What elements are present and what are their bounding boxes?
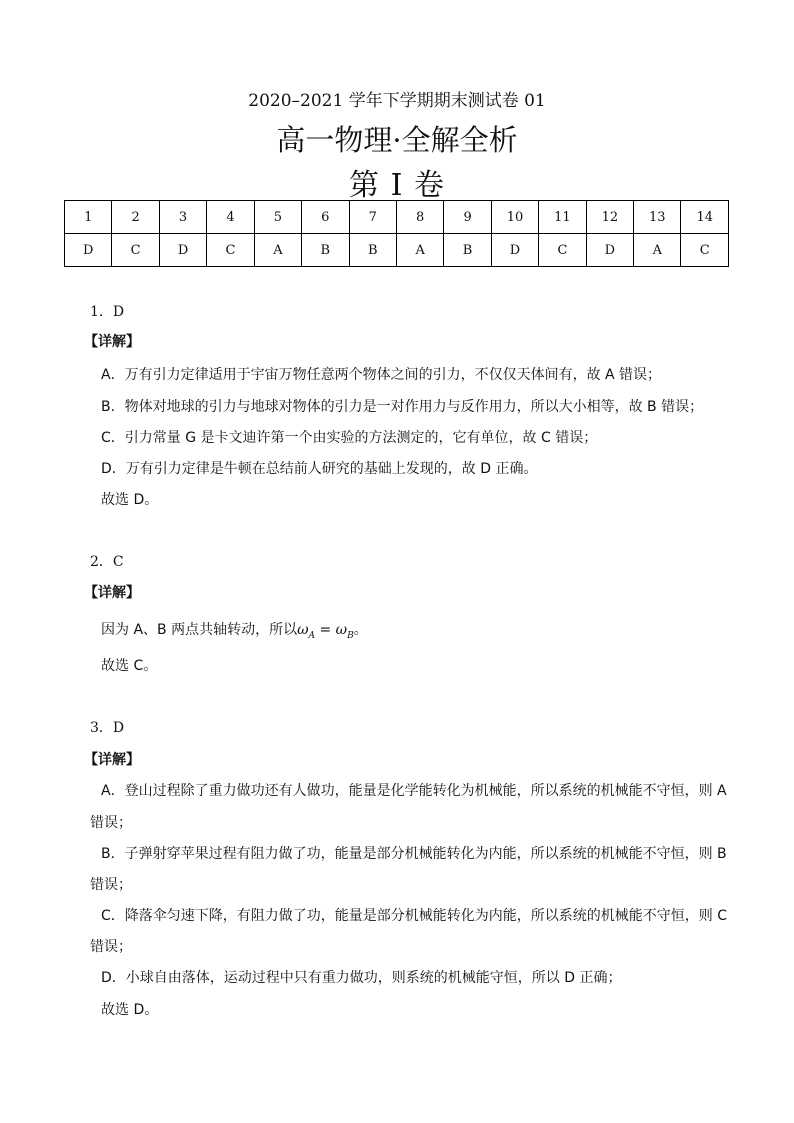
answer-cell: C bbox=[539, 234, 586, 267]
question-3-line: 故选 D。 bbox=[101, 1002, 159, 1018]
question-number-cell: 6 bbox=[302, 201, 349, 234]
question-1-line: B．物体对地球的引力与地球对物体的引力是一对作用力与反作用力，所以大小相等，故 B 错误； bbox=[101, 399, 704, 415]
question-2-detail-label: 【详解】 bbox=[84, 585, 140, 601]
question-number-cell: 10 bbox=[491, 201, 538, 234]
question-2-line-text: 因为 A、B 两点共轴转动，所以 bbox=[101, 622, 298, 638]
question-3-detail-label: 【详解】 bbox=[84, 752, 140, 768]
formula-lhs: ω bbox=[297, 622, 309, 638]
question-number-cell: 7 bbox=[349, 201, 396, 234]
question-number-cell: 3 bbox=[159, 201, 206, 234]
formula-eq: = bbox=[315, 622, 336, 638]
question-number-cell: 12 bbox=[586, 201, 633, 234]
answer-cell: C bbox=[681, 234, 729, 267]
question-1-line: D．万有引力定律是牛顿在总结前人研究的基础上发现的，故 D 正确。 bbox=[101, 461, 538, 477]
answer-cell: A bbox=[396, 234, 443, 267]
answer-key-table bbox=[64, 200, 729, 267]
question-3-line: 错误； bbox=[90, 815, 132, 831]
subject-title: 高一物理·全解全析 bbox=[276, 123, 518, 157]
question-3-line: 错误； bbox=[90, 877, 132, 893]
question-number-cell: 11 bbox=[539, 201, 586, 234]
answer-row bbox=[65, 234, 729, 267]
answer-cell: B bbox=[302, 234, 349, 267]
answer-cell: B bbox=[444, 234, 491, 267]
question-1-detail-label: 【详解】 bbox=[84, 334, 140, 350]
question-number-cell: 5 bbox=[254, 201, 301, 234]
answer-cell: D bbox=[586, 234, 633, 267]
question-number-cell: 4 bbox=[207, 201, 254, 234]
question-number-cell: 1 bbox=[65, 201, 112, 234]
answer-cell: C bbox=[207, 234, 254, 267]
answer-cell: D bbox=[65, 234, 112, 267]
question-3-line: 错误； bbox=[90, 939, 132, 955]
answer-cell: B bbox=[349, 234, 396, 267]
question-2-line: 故选 C。 bbox=[101, 658, 158, 674]
question-number-cell: 9 bbox=[444, 201, 491, 234]
formula-rhs-sub: B bbox=[347, 630, 354, 641]
answer-cell: C bbox=[112, 234, 159, 267]
question-3-line: A．登山过程除了重力做功还有人做功，能量是化学能转化为机械能，所以系统的机械能不守恒，则 A bbox=[101, 783, 727, 799]
section-title: 第 I 卷 bbox=[349, 168, 445, 203]
question-number-cell: 14 bbox=[681, 201, 729, 234]
question-3-line: C．降落伞匀速下降，有阻力做了功，能量是部分机械能转化为内能，所以系统的机械能不守恒，则 C bbox=[101, 908, 727, 924]
question-2-line bbox=[101, 621, 368, 645]
question-number-row bbox=[65, 201, 729, 234]
question-1-line: 故选 D。 bbox=[101, 492, 159, 508]
question-2-heading: 2．C bbox=[90, 554, 124, 570]
formula-lhs-sub: A bbox=[308, 630, 316, 641]
answer-cell: D bbox=[491, 234, 538, 267]
question-2-line-end: 。 bbox=[353, 622, 368, 638]
question-1-line: C．引力常量 G 是卡文迪许第一个由实验的方法测定的，它有单位，故 C 错误； bbox=[101, 430, 598, 446]
question-number-cell: 2 bbox=[112, 201, 159, 234]
formula-rhs: ω bbox=[335, 622, 348, 638]
question-3-heading: 3．D bbox=[90, 720, 125, 736]
question-1-heading: 1．D bbox=[90, 304, 125, 320]
question-3-line: D．小球自由落体，运动过程中只有重力做功，则系统的机械能守恒，所以 D 正确； bbox=[101, 970, 622, 986]
question-number-cell: 13 bbox=[634, 201, 681, 234]
question-number-cell: 8 bbox=[396, 201, 443, 234]
exam-title: 2020–2021 学年下学期期末测试卷 01 bbox=[248, 91, 546, 111]
answer-cell: A bbox=[634, 234, 681, 267]
angular-velocity-formula bbox=[297, 622, 354, 641]
question-1-line: A．万有引力定律适用于宇宙万物任意两个物体之间的引力，不仅仅天体间有，故 A 错误； bbox=[101, 367, 662, 383]
answer-cell: D bbox=[159, 234, 206, 267]
answer-cell: A bbox=[254, 234, 301, 267]
question-3-line: B．子弹射穿苹果过程有阻力做了功，能量是部分机械能转化为内能，所以系统的机械能不守恒，则 B bbox=[101, 846, 727, 862]
